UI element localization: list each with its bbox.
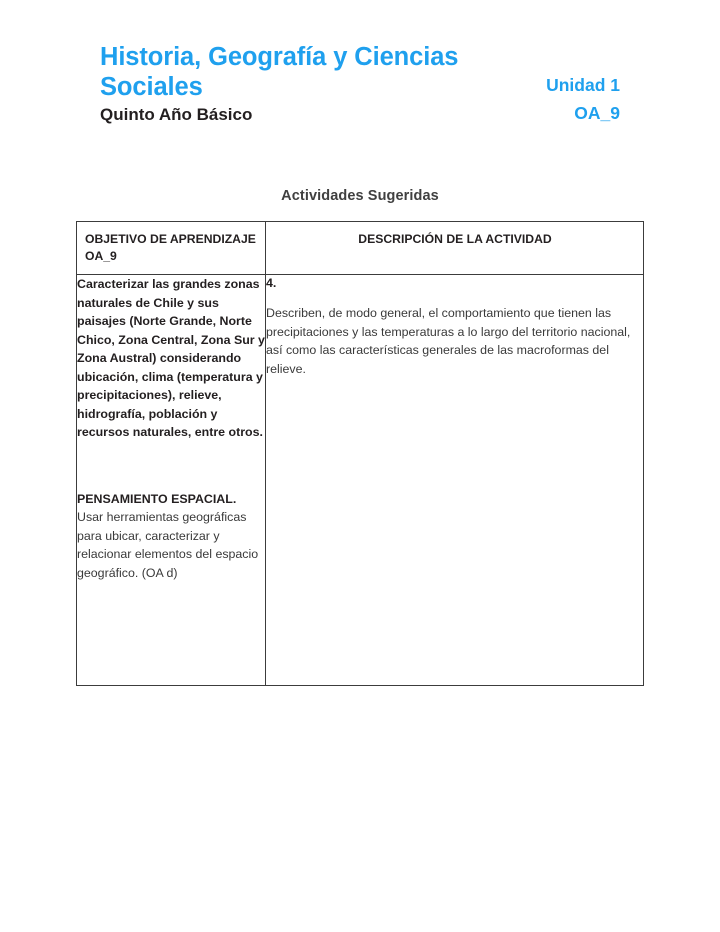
table-row <box>77 275 644 686</box>
objective-skill-paragraph <box>77 490 265 583</box>
subtitle-row <box>100 75 620 128</box>
objective-spacer <box>77 442 265 490</box>
objective-skill-label: PENSAMIENTO ESPACIAL. <box>77 491 237 506</box>
description-cell <box>266 275 644 686</box>
objective-cell <box>77 275 266 686</box>
grade-subtitle: Quinto Año Básico <box>100 105 253 124</box>
table-header-row <box>77 222 644 275</box>
section-heading: Actividades Sugeridas <box>281 188 439 204</box>
document-header <box>100 42 620 128</box>
table-header-description-label: DESCRIPCIÓN DE LA ACTIVIDAD <box>358 232 552 246</box>
page-title: Historia, Geografía y Ciencias Sociales <box>100 43 459 101</box>
table-header-cell-description <box>266 222 644 275</box>
unit-label: Unidad 1 <box>546 75 620 95</box>
objective-main-text: Caracterizar las grandes zonas naturales de Chile y sus paisajes (Norte Grande, Norte Chico, Zona Central, Zona Sur y Zona Austral) considerando ubicación, clima (temperatura y precipitaciones), relieve, hidrografía, población y recursos naturales, entre otros. <box>77 277 265 439</box>
table-header-objective-label: OBJETIVO DE APRENDIZAJE OA_9 <box>85 232 256 263</box>
oa-code-label: OA_9 <box>574 103 620 123</box>
title-block <box>100 42 620 128</box>
activities-table <box>76 221 644 686</box>
table-header-cell-objective <box>77 222 266 275</box>
objective-skill-text: Usar herramientas geográficas para ubicar, caracterizar y relacionar elementos del espacio geográfico. (OA d) <box>77 510 259 580</box>
activity-number: 4. <box>266 276 277 290</box>
activity-description-text: Describen, de modo general, el comportamiento que tienen las precipitaciones y las temperaturas a lo largo del territorio nacional, así como las características generales de las macroformas del relieve. <box>266 306 631 376</box>
